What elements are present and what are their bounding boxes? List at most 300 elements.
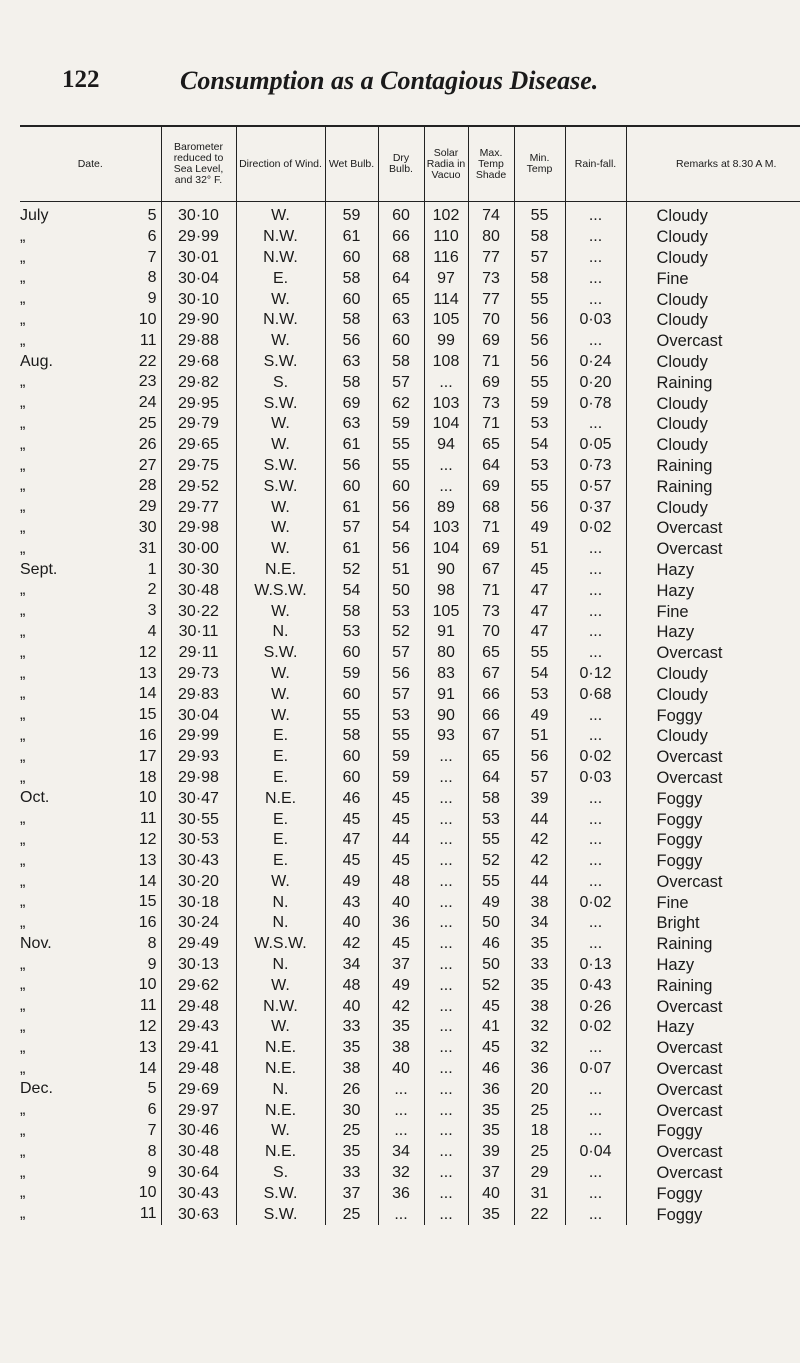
remarks-cell: Hazy <box>656 581 695 600</box>
rainfall-cell: ... <box>565 1038 626 1059</box>
remarks-cell: Overcast <box>656 997 723 1016</box>
solar-cell: 105 <box>424 310 468 331</box>
date-day: 12 <box>138 1018 157 1036</box>
date-month: „ <box>20 1122 26 1140</box>
date-cell <box>20 664 161 685</box>
min-temp-cell: 36 <box>514 1059 565 1080</box>
date-day: 22 <box>138 352 157 370</box>
wind-cell: E. <box>236 747 325 768</box>
solar-cell: 103 <box>424 393 468 414</box>
solar-cell: 102 <box>424 202 468 227</box>
table-row <box>20 456 800 477</box>
max-temp-cell: 36 <box>468 1079 514 1100</box>
dry-bulb-cell: 36 <box>378 913 424 934</box>
barometer-cell: 30·20 <box>161 872 236 893</box>
dry-bulb-cell: 55 <box>378 435 424 456</box>
dry-bulb-cell: 51 <box>378 560 424 581</box>
wind-cell: W. <box>236 202 325 227</box>
min-temp-cell: 25 <box>514 1100 565 1121</box>
header-remarks: Remarks at 8.30 A M. <box>626 126 800 202</box>
header-date: Date. <box>20 126 161 202</box>
date-month: „ <box>20 1018 26 1036</box>
remarks-cell: Overcast <box>656 540 723 559</box>
solar-cell: 91 <box>424 622 468 643</box>
barometer-cell: 29·69 <box>161 1079 236 1100</box>
solar-cell: ... <box>424 1204 468 1225</box>
table-row <box>20 1142 800 1163</box>
date-cell <box>20 539 161 560</box>
date-cell <box>20 227 161 248</box>
max-temp-cell: 50 <box>468 913 514 934</box>
table-row <box>20 788 800 809</box>
date-cell <box>20 768 161 789</box>
remarks-cell: Raining <box>656 976 713 995</box>
date-cell <box>20 1059 161 1080</box>
table-row <box>20 393 800 414</box>
dry-bulb-cell: 45 <box>378 788 424 809</box>
wet-bulb-cell: 61 <box>325 227 378 248</box>
rainfall-cell: ... <box>565 913 626 934</box>
date-month: Dec. <box>20 1080 53 1098</box>
date-day: 5 <box>147 207 157 224</box>
table-row <box>20 1121 800 1142</box>
date-month: „ <box>20 498 26 516</box>
date-cell <box>20 372 161 393</box>
wet-bulb-cell: 60 <box>325 248 378 269</box>
min-temp-cell: 33 <box>514 955 565 976</box>
rainfall-cell: 0·02 <box>565 518 626 539</box>
wind-cell: N.E. <box>236 1142 325 1163</box>
solar-cell: 90 <box>424 705 468 726</box>
wet-bulb-cell: 30 <box>325 1100 378 1121</box>
solar-cell: ... <box>424 747 468 768</box>
rainfall-cell: 0·02 <box>565 747 626 768</box>
header-barometer: Barometer reduced to Sea Level, and 32° F. <box>161 126 236 202</box>
barometer-cell: 29·95 <box>161 393 236 414</box>
max-temp-cell: 35 <box>468 1121 514 1142</box>
rainfall-cell: ... <box>565 830 626 851</box>
wind-cell: W. <box>236 414 325 435</box>
date-month: „ <box>20 830 26 848</box>
barometer-cell: 29·98 <box>161 768 236 789</box>
date-cell <box>20 830 161 851</box>
wet-bulb-cell: 45 <box>325 851 378 872</box>
barometer-cell: 29·98 <box>161 518 236 539</box>
date-month: „ <box>20 622 26 640</box>
date-day: 14 <box>138 685 157 703</box>
solar-cell: ... <box>424 1038 468 1059</box>
barometer-cell: 30·10 <box>161 202 236 227</box>
table-row <box>20 1204 800 1225</box>
table-row <box>20 996 800 1017</box>
solar-cell: ... <box>424 1059 468 1080</box>
dry-bulb-cell: 65 <box>378 289 424 310</box>
wet-bulb-cell: 37 <box>325 1183 378 1204</box>
table-row <box>20 560 800 581</box>
date-month: „ <box>20 394 26 412</box>
wind-cell: S.W. <box>236 643 325 664</box>
barometer-cell: 30·48 <box>161 580 236 601</box>
solar-cell: ... <box>424 913 468 934</box>
wet-bulb-cell: 49 <box>325 872 378 893</box>
max-temp-cell: 71 <box>468 414 514 435</box>
table-row <box>20 331 800 352</box>
wind-cell: E. <box>236 851 325 872</box>
wind-cell: W.S.W. <box>236 934 325 955</box>
barometer-cell: 29·52 <box>161 476 236 497</box>
wet-bulb-cell: 54 <box>325 580 378 601</box>
remarks-cell: Overcast <box>656 1101 723 1120</box>
dry-bulb-cell: 54 <box>378 518 424 539</box>
rainfall-cell: 0·04 <box>565 1142 626 1163</box>
barometer-cell: 29·48 <box>161 996 236 1017</box>
date-month: „ <box>20 373 26 391</box>
wet-bulb-cell: 59 <box>325 664 378 685</box>
barometer-cell: 29·93 <box>161 747 236 768</box>
table-row <box>20 622 800 643</box>
date-cell <box>20 996 161 1017</box>
barometer-cell: 30·64 <box>161 1163 236 1184</box>
max-temp-cell: 55 <box>468 872 514 893</box>
max-temp-cell: 46 <box>468 1059 514 1080</box>
solar-cell: 108 <box>424 352 468 373</box>
wind-cell: W. <box>236 1121 325 1142</box>
date-day: 7 <box>147 248 157 266</box>
barometer-cell: 29·79 <box>161 414 236 435</box>
date-cell <box>20 1163 161 1184</box>
max-temp-cell: 53 <box>468 809 514 830</box>
min-temp-cell: 18 <box>514 1121 565 1142</box>
rainfall-cell: ... <box>565 1183 626 1204</box>
min-temp-cell: 57 <box>514 248 565 269</box>
date-month: „ <box>20 602 26 620</box>
date-cell <box>20 456 161 477</box>
dry-bulb-cell: 52 <box>378 622 424 643</box>
date-month: „ <box>20 893 26 911</box>
date-day: 13 <box>138 1038 157 1056</box>
remarks-cell: Foggy <box>656 706 703 725</box>
wind-cell: N.E. <box>236 1100 325 1121</box>
wind-cell: W. <box>236 872 325 893</box>
rainfall-cell: 0·05 <box>565 435 626 456</box>
table-row <box>20 872 800 893</box>
wind-cell: W. <box>236 539 325 560</box>
min-temp-cell: 58 <box>514 268 565 289</box>
table-row <box>20 851 800 872</box>
date-day: 14 <box>138 872 157 890</box>
rainfall-cell: ... <box>565 331 626 352</box>
wind-cell: N. <box>236 1079 325 1100</box>
wet-bulb-cell: 69 <box>325 393 378 414</box>
barometer-cell: 30·13 <box>161 955 236 976</box>
wind-cell: N.E. <box>236 788 325 809</box>
solar-cell: ... <box>424 975 468 996</box>
date-month: „ <box>20 810 26 828</box>
dry-bulb-cell: 37 <box>378 955 424 976</box>
date-month: „ <box>20 290 26 308</box>
wet-bulb-cell: 25 <box>325 1204 378 1225</box>
wet-bulb-cell: 42 <box>325 934 378 955</box>
date-day: 8 <box>147 1142 157 1160</box>
dry-bulb-cell: 55 <box>378 456 424 477</box>
date-cell <box>20 726 161 747</box>
table-row <box>20 726 800 747</box>
barometer-cell: 29·48 <box>161 1059 236 1080</box>
max-temp-cell: 71 <box>468 352 514 373</box>
max-temp-cell: 66 <box>468 684 514 705</box>
remarks-cell: Foggy <box>656 1122 703 1141</box>
barometer-cell: 30·43 <box>161 1183 236 1204</box>
wind-cell: N.W. <box>236 248 325 269</box>
wind-cell: S.W. <box>236 476 325 497</box>
barometer-cell: 29·41 <box>161 1038 236 1059</box>
rainfall-cell: ... <box>565 539 626 560</box>
min-temp-cell: 47 <box>514 622 565 643</box>
date-month: „ <box>20 477 26 495</box>
date-month: Oct. <box>20 789 50 807</box>
wet-bulb-cell: 58 <box>325 726 378 747</box>
date-month: „ <box>20 685 26 703</box>
date-cell <box>20 393 161 414</box>
wind-cell: N.W. <box>236 227 325 248</box>
date-month: „ <box>20 581 26 599</box>
date-day: 1 <box>147 560 157 578</box>
dry-bulb-cell: 56 <box>378 539 424 560</box>
barometer-cell: 30·04 <box>161 268 236 289</box>
dry-bulb-cell: 57 <box>378 643 424 664</box>
wet-bulb-cell: 35 <box>325 1142 378 1163</box>
date-cell <box>20 560 161 581</box>
remarks-cell: Overcast <box>656 872 723 891</box>
min-temp-cell: 44 <box>514 872 565 893</box>
max-temp-cell: 49 <box>468 892 514 913</box>
header-dry-bulb: Dry Bulb. <box>378 126 424 202</box>
rainfall-cell: ... <box>565 414 626 435</box>
barometer-cell: 30·11 <box>161 622 236 643</box>
wet-bulb-cell: 55 <box>325 705 378 726</box>
table-row <box>20 1017 800 1038</box>
solar-cell: ... <box>424 996 468 1017</box>
min-temp-cell: 49 <box>514 705 565 726</box>
table-row <box>20 975 800 996</box>
table-row <box>20 1059 800 1080</box>
date-cell <box>20 414 161 435</box>
table-row <box>20 955 800 976</box>
solar-cell: 104 <box>424 414 468 435</box>
min-temp-cell: 54 <box>514 664 565 685</box>
date-day: 15 <box>138 893 157 911</box>
max-temp-cell: 77 <box>468 248 514 269</box>
min-temp-cell: 44 <box>514 809 565 830</box>
dry-bulb-cell: 59 <box>378 747 424 768</box>
max-temp-cell: 73 <box>468 393 514 414</box>
date-cell <box>20 955 161 976</box>
date-month: „ <box>20 269 26 287</box>
barometer-cell: 30·01 <box>161 248 236 269</box>
wet-bulb-cell: 40 <box>325 996 378 1017</box>
max-temp-cell: 70 <box>468 310 514 331</box>
date-month: Aug. <box>20 352 53 370</box>
date-day: 24 <box>138 394 157 412</box>
date-cell <box>20 934 161 955</box>
remarks-cell: Cloudy <box>656 290 708 309</box>
solar-cell: 80 <box>424 643 468 664</box>
rainfall-cell: ... <box>565 580 626 601</box>
date-day: 13 <box>138 851 157 869</box>
date-cell <box>20 248 161 269</box>
solar-cell: ... <box>424 1183 468 1204</box>
rainfall-cell: ... <box>565 788 626 809</box>
max-temp-cell: 74 <box>468 202 514 227</box>
wet-bulb-cell: 53 <box>325 622 378 643</box>
remarks-cell: Overcast <box>656 332 723 351</box>
date-day: 12 <box>138 830 157 848</box>
max-temp-cell: 66 <box>468 705 514 726</box>
header-rainfall: Rain-fall. <box>565 126 626 202</box>
rainfall-cell: 0·20 <box>565 372 626 393</box>
solar-cell: ... <box>424 788 468 809</box>
solar-cell: ... <box>424 476 468 497</box>
min-temp-cell: 56 <box>514 310 565 331</box>
min-temp-cell: 55 <box>514 289 565 310</box>
rainfall-cell: ... <box>565 202 626 227</box>
rainfall-cell: ... <box>565 705 626 726</box>
rainfall-cell: ... <box>565 1100 626 1121</box>
table-row <box>20 414 800 435</box>
header-max-temp: Max. Temp Shade <box>468 126 514 202</box>
solar-cell: ... <box>424 955 468 976</box>
max-temp-cell: 67 <box>468 560 514 581</box>
wet-bulb-cell: 60 <box>325 747 378 768</box>
max-temp-cell: 77 <box>468 289 514 310</box>
wet-bulb-cell: 33 <box>325 1017 378 1038</box>
min-temp-cell: 47 <box>514 580 565 601</box>
wind-cell: W. <box>236 331 325 352</box>
wet-bulb-cell: 60 <box>325 643 378 664</box>
max-temp-cell: 67 <box>468 664 514 685</box>
max-temp-cell: 73 <box>468 601 514 622</box>
barometer-cell: 30·30 <box>161 560 236 581</box>
solar-cell: 93 <box>424 726 468 747</box>
wind-cell: E. <box>236 768 325 789</box>
date-cell <box>20 788 161 809</box>
date-cell <box>20 872 161 893</box>
wind-cell: W. <box>236 684 325 705</box>
rainfall-cell: ... <box>565 268 626 289</box>
remarks-cell: Foggy <box>656 831 703 850</box>
date-month: „ <box>20 851 26 869</box>
min-temp-cell: 42 <box>514 830 565 851</box>
max-temp-cell: 41 <box>468 1017 514 1038</box>
date-day: 9 <box>147 290 157 308</box>
date-cell <box>20 1100 161 1121</box>
wet-bulb-cell: 56 <box>325 456 378 477</box>
min-temp-cell: 34 <box>514 913 565 934</box>
date-cell <box>20 1142 161 1163</box>
table-row <box>20 372 800 393</box>
date-cell <box>20 851 161 872</box>
rainfall-cell: ... <box>565 227 626 248</box>
solar-cell: 90 <box>424 560 468 581</box>
solar-cell: ... <box>424 768 468 789</box>
wet-bulb-cell: 47 <box>325 830 378 851</box>
wet-bulb-cell: 45 <box>325 809 378 830</box>
wet-bulb-cell: 60 <box>325 289 378 310</box>
min-temp-cell: 55 <box>514 643 565 664</box>
rainfall-cell: ... <box>565 622 626 643</box>
date-day: 13 <box>138 664 157 682</box>
dry-bulb-cell: 63 <box>378 310 424 331</box>
min-temp-cell: 31 <box>514 1183 565 1204</box>
wet-bulb-cell: 63 <box>325 352 378 373</box>
date-cell <box>20 518 161 539</box>
date-month: „ <box>20 747 26 765</box>
max-temp-cell: 73 <box>468 268 514 289</box>
remarks-cell: Foggy <box>656 789 703 808</box>
max-temp-cell: 35 <box>468 1204 514 1225</box>
table-row <box>20 1183 800 1204</box>
min-temp-cell: 20 <box>514 1079 565 1100</box>
wet-bulb-cell: 26 <box>325 1079 378 1100</box>
max-temp-cell: 65 <box>468 747 514 768</box>
wind-cell: N.E. <box>236 1059 325 1080</box>
wet-bulb-cell: 60 <box>325 768 378 789</box>
remarks-cell: Cloudy <box>656 685 708 704</box>
min-temp-cell: 57 <box>514 768 565 789</box>
rainfall-cell: 0·12 <box>565 664 626 685</box>
table-row <box>20 892 800 913</box>
date-month: „ <box>20 1038 26 1056</box>
remarks-cell: Overcast <box>656 1060 723 1079</box>
dry-bulb-cell: 66 <box>378 227 424 248</box>
dry-bulb-cell: ... <box>378 1204 424 1225</box>
barometer-cell: 29·62 <box>161 975 236 996</box>
remarks-cell: Cloudy <box>656 664 708 683</box>
rainfall-cell: 0·07 <box>565 1059 626 1080</box>
dry-bulb-cell: 34 <box>378 1142 424 1163</box>
min-temp-cell: 56 <box>514 352 565 373</box>
table-row <box>20 705 800 726</box>
max-temp-cell: 71 <box>468 580 514 601</box>
barometer-cell: 29·88 <box>161 331 236 352</box>
running-title: Consumption as a Contagious Disease. <box>180 66 599 95</box>
rainfall-cell: ... <box>565 1079 626 1100</box>
date-month: „ <box>20 955 26 973</box>
date-day: 10 <box>138 976 157 994</box>
wet-bulb-cell: 34 <box>325 955 378 976</box>
solar-cell: ... <box>424 1142 468 1163</box>
date-day: 27 <box>138 456 157 474</box>
min-temp-cell: 53 <box>514 414 565 435</box>
wind-cell: N. <box>236 892 325 913</box>
date-month: „ <box>20 227 26 245</box>
date-day: 17 <box>138 747 157 765</box>
date-month: „ <box>20 456 26 474</box>
wet-bulb-cell: 63 <box>325 414 378 435</box>
date-day: 29 <box>138 498 157 516</box>
dry-bulb-cell: 44 <box>378 830 424 851</box>
min-temp-cell: 35 <box>514 975 565 996</box>
barometer-cell: 29·99 <box>161 726 236 747</box>
solar-cell: 97 <box>424 268 468 289</box>
date-cell <box>20 1183 161 1204</box>
remarks-cell: Fine <box>656 893 689 912</box>
wet-bulb-cell: 57 <box>325 518 378 539</box>
solar-cell: ... <box>424 1163 468 1184</box>
min-temp-cell: 25 <box>514 1142 565 1163</box>
dry-bulb-cell: 60 <box>378 331 424 352</box>
date-day: 11 <box>139 997 157 1015</box>
